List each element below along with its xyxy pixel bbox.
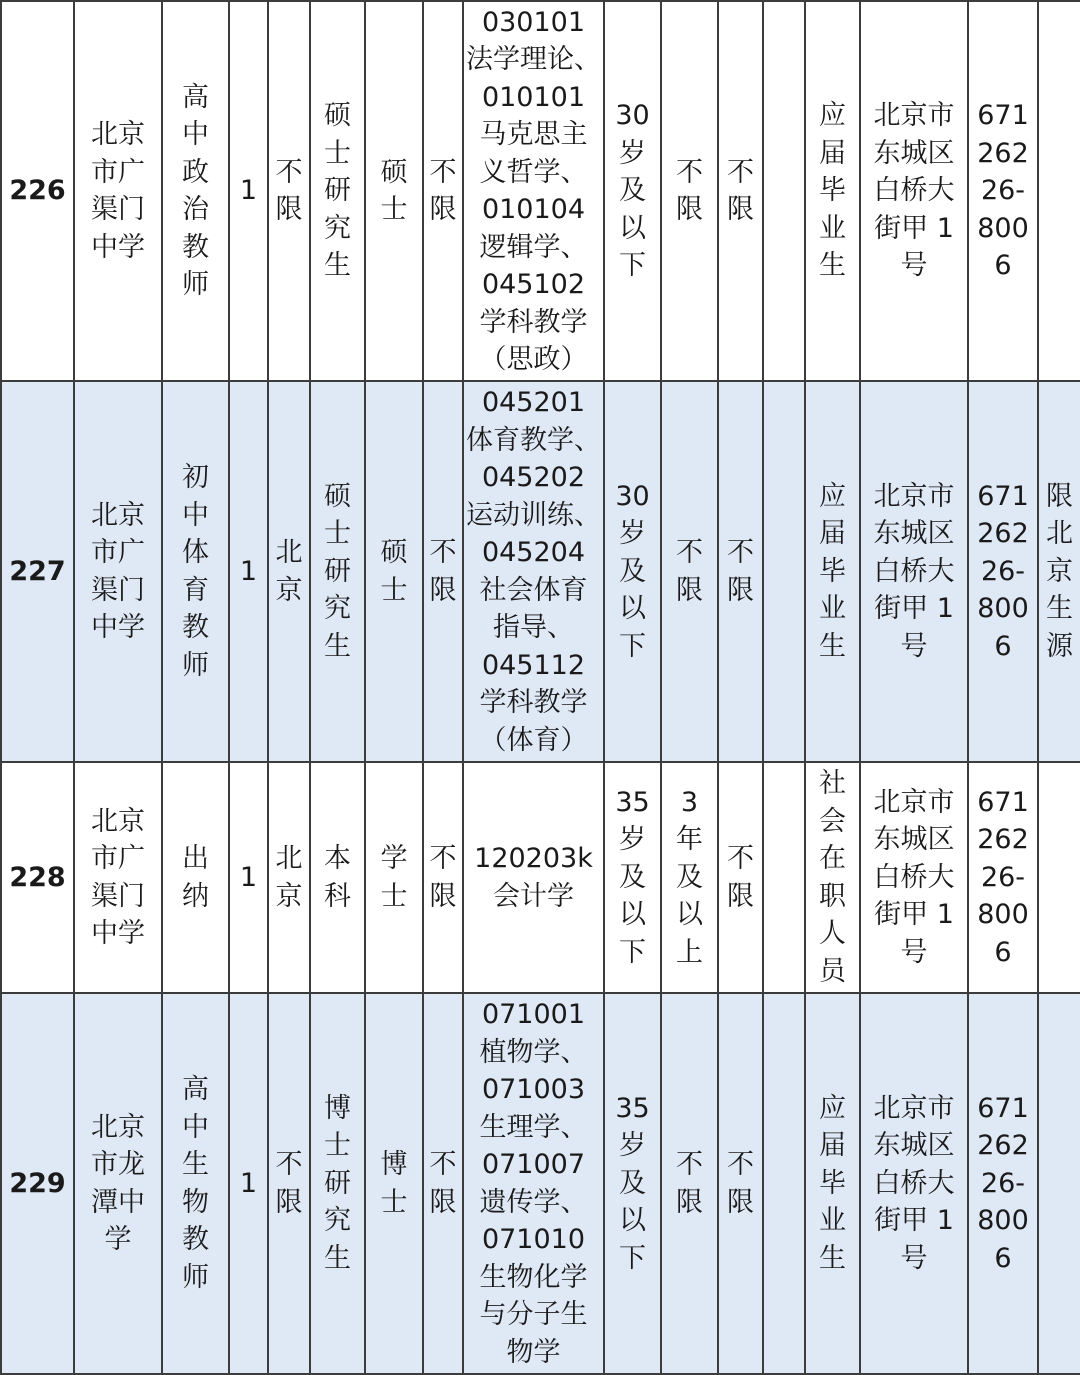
headcount-cell: 1 (229, 1, 268, 381)
other-cell: 不 限 (718, 762, 763, 993)
table-row (1, 381, 1080, 762)
school-cell: 北京 市龙 潭中 学 (74, 993, 162, 1374)
other-cell: 不 限 (718, 1, 763, 381)
degree-cell: 博 士 (365, 993, 423, 1374)
hukou-cell: 北 京 (268, 762, 310, 993)
hukou-cell: 北 京 (268, 381, 310, 762)
degree-cell: 学 士 (365, 762, 423, 993)
target-cell: 应 届 毕 业 生 (805, 1, 860, 381)
work-years-cell: 不 限 (661, 1, 718, 381)
row-number: 227 (1, 381, 74, 762)
requirement-cell: 不 限 (423, 381, 463, 762)
address-cell: 北京市 东城区 白桥大 街甲 1 号 (860, 762, 968, 993)
position-cell: 高 中 生 物 教 师 (162, 993, 229, 1374)
row-number: 229 (1, 993, 74, 1374)
target-cell: 应 届 毕 业 生 (805, 993, 860, 1374)
blank-cell (763, 381, 805, 762)
major-cell: 120203k 会计学 (463, 762, 604, 993)
education-cell: 硕 士 研 究 生 (310, 1, 365, 381)
note-cell (1038, 762, 1080, 993)
address-cell: 北京市 东城区 白桥大 街甲 1 号 (860, 993, 968, 1374)
blank-cell (763, 1, 805, 381)
row-number: 226 (1, 1, 74, 381)
education-cell: 本 科 (310, 762, 365, 993)
age-cell: 30 岁 及 以 下 (604, 381, 661, 762)
table-row (1, 762, 1080, 993)
target-cell: 社 会 在 职 人 员 (805, 762, 860, 993)
position-cell: 出 纳 (162, 762, 229, 993)
address-cell: 北京市 东城区 白桥大 街甲 1 号 (860, 381, 968, 762)
degree-cell: 硕 士 (365, 381, 423, 762)
phone-cell: 671 262 26- 800 6 (968, 993, 1038, 1374)
phone-cell: 671 262 26- 800 6 (968, 762, 1038, 993)
hukou-cell: 不 限 (268, 1, 310, 381)
school-cell: 北京 市广 渠门 中学 (74, 381, 162, 762)
other-cell: 不 限 (718, 993, 763, 1374)
work-years-cell: 不 限 (661, 381, 718, 762)
table-row (1, 993, 1080, 1374)
other-cell: 不 限 (718, 381, 763, 762)
work-years-cell: 3 年 及 以 上 (661, 762, 718, 993)
table-row (1, 1, 1080, 381)
age-cell: 30 岁 及 以 下 (604, 1, 661, 381)
note-cell: 限 北 京 生 源 (1038, 381, 1080, 762)
school-cell: 北京 市广 渠门 中学 (74, 762, 162, 993)
degree-cell: 硕 士 (365, 1, 423, 381)
blank-cell (763, 762, 805, 993)
phone-cell: 671 262 26- 800 6 (968, 381, 1038, 762)
headcount-cell: 1 (229, 762, 268, 993)
requirement-cell: 不 限 (423, 993, 463, 1374)
hukou-cell: 不 限 (268, 993, 310, 1374)
target-cell: 应 届 毕 业 生 (805, 381, 860, 762)
blank-cell (763, 993, 805, 1374)
address-cell: 北京市 东城区 白桥大 街甲 1 号 (860, 1, 968, 381)
note-cell (1038, 993, 1080, 1374)
note-cell (1038, 1, 1080, 381)
row-number: 228 (1, 762, 74, 993)
position-cell: 初 中 体 育 教 师 (162, 381, 229, 762)
major-cell: 030101 法学理论、 010101 马克思主 义哲学、 010104 逻辑学、 045102 学科教学 （思政） (463, 1, 604, 381)
requirement-cell: 不 限 (423, 1, 463, 381)
school-cell: 北京 市广 渠门 中学 (74, 1, 162, 381)
position-cell: 高 中 政 治 教 师 (162, 1, 229, 381)
requirement-cell: 不 限 (423, 762, 463, 993)
education-cell: 博 士 研 究 生 (310, 993, 365, 1374)
education-cell: 硕 士 研 究 生 (310, 381, 365, 762)
work-years-cell: 不 限 (661, 993, 718, 1374)
major-cell: 071001 植物学、 071003 生理学、 071007 遗传学、 071010 生物化学 与分子生 物学 (463, 993, 604, 1374)
age-cell: 35 岁 及 以 下 (604, 993, 661, 1374)
age-cell: 35 岁 及 以 下 (604, 762, 661, 993)
headcount-cell: 1 (229, 381, 268, 762)
phone-cell: 671 262 26- 800 6 (968, 1, 1038, 381)
major-cell: 045201 体育教学、 045202 运动训练、 045204 社会体育 指导、 045112 学科教学 （体育） (463, 381, 604, 762)
headcount-cell: 1 (229, 993, 268, 1374)
